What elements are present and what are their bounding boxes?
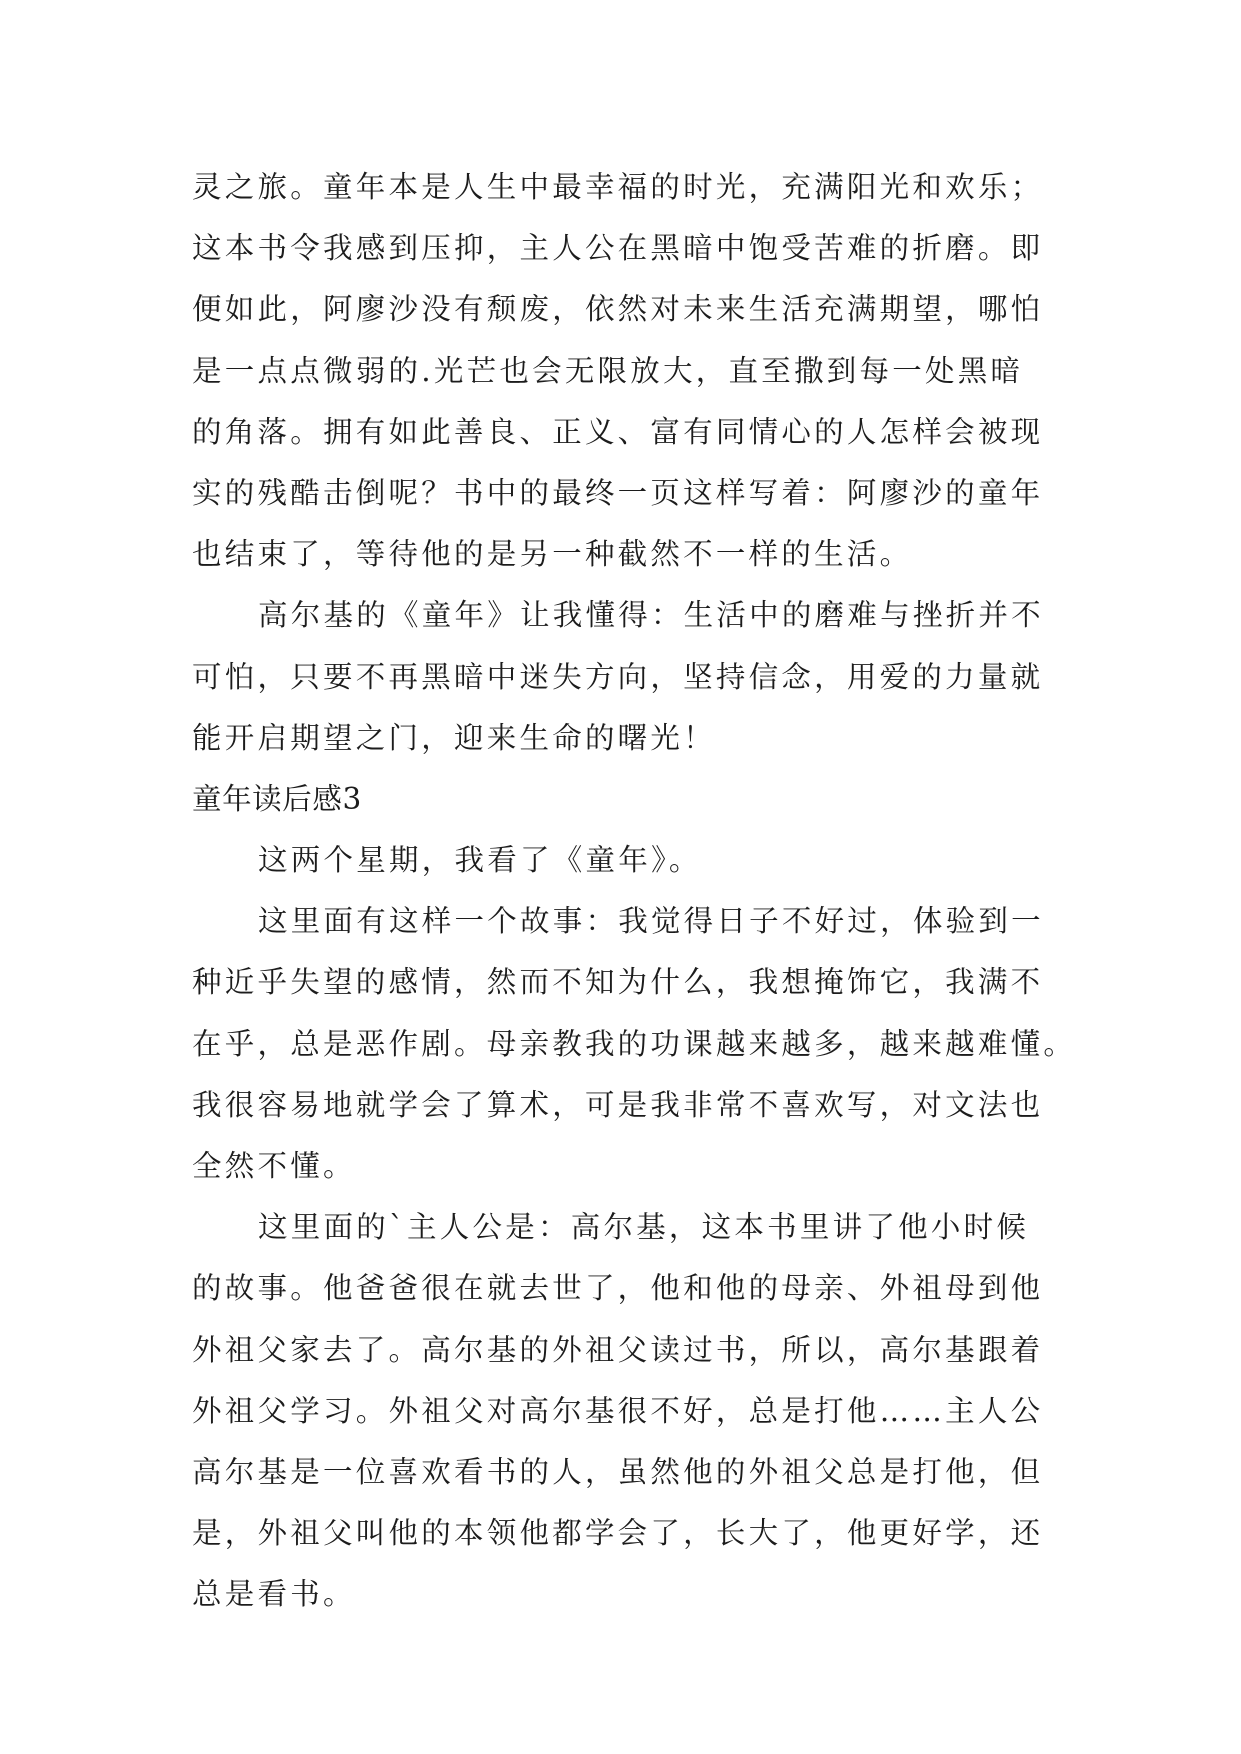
text-line: 高尔基是一位喜欢看书的人，虽然他的外祖父总是打他，但 (192, 1454, 1044, 1489)
text-line: 的故事。他爸爸很在就去世了，他和他的母亲、外祖母到他 (192, 1271, 1044, 1306)
text-line: 灵之旅。童年本是人生中最幸福的时光，充满阳光和欢乐； (192, 170, 1044, 204)
text-line: 是，外祖父叫他的本领他都学会了，长大了，他更好学，还 (192, 1516, 1044, 1551)
text-line: 可怕，只要不再黑暗中迷失方向，坚持信念，用爱的力量就 (192, 659, 1044, 694)
text-line: 我很容易地就学会了算术，可是我非常不喜欢写，对文法也 (192, 1087, 1044, 1122)
document-body (192, 157, 1077, 1626)
text-line: 这本书令我感到压抑，主人公在黑暗中饱受苦难的折磨。即 (192, 231, 1044, 266)
text-line: 在乎，总是恶作剧。母亲教我的功课越来越多，越来越难懂。 (192, 1026, 1077, 1061)
text-line: 全然不懂。 (192, 1149, 356, 1183)
paragraph-first-line: 这里面有这样一个故事：我觉得日子不好过，体验到一 (258, 904, 1044, 939)
text-line: 是一点点微弱的.光芒也会无限放大，直至撒到每一处黑暗 (192, 353, 1024, 388)
text-line: 能开启期望之门，迎来生命的曙光！ (192, 720, 716, 755)
text-line: 外祖父学习。外祖父对高尔基很不好，总是打他……主人公 (192, 1393, 1044, 1428)
paragraph-first-line: 这两个星期，我看了《童年》。 (258, 843, 702, 878)
text-line: 也结束了，等待他的是另一种截然不一样的生活。 (192, 537, 913, 572)
section-heading: 童年读后感3 (192, 781, 362, 816)
paragraph-first-line: 这里面的`主人公是：高尔基，这本书里讲了他小时候 (258, 1210, 1030, 1245)
paragraph-first-line: 高尔基的《童年》让我懂得：生活中的磨难与挫折并不 (258, 598, 1044, 633)
text-line: 总是看书。 (192, 1577, 356, 1612)
text-line: 种近乎失望的感情，然而不知为什么，我想掩饰它，我满不 (192, 965, 1044, 1000)
text-line: 外祖父家去了。高尔基的外祖父读过书，所以，高尔基跟着 (192, 1332, 1044, 1367)
text-line: 的角落。拥有如此善良、正义、富有同情心的人怎样会被现 (192, 414, 1044, 449)
text-line: 实的残酷击倒呢？书中的最终一页这样写着：阿廖沙的童年 (192, 475, 1044, 510)
text-line: 便如此，阿廖沙没有颓废，依然对未来生活充满期望，哪怕 (192, 292, 1044, 327)
